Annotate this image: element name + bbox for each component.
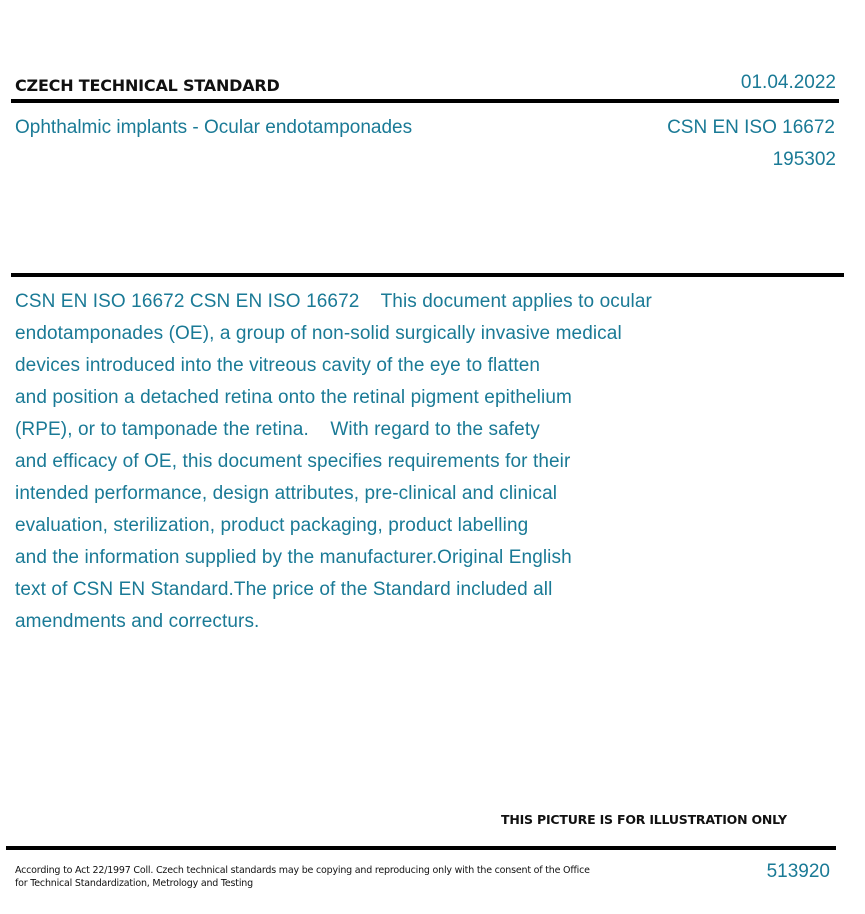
publication-date: 01.04.2022 (740, 72, 836, 93)
header-title: CZECH TECHNICAL STANDARD (15, 76, 280, 95)
footer-divider (6, 846, 836, 850)
abstract-line: CSN EN ISO 16672 CSN EN ISO 16672 This document applies to ocular (15, 291, 652, 312)
section-divider (11, 273, 844, 277)
abstract-line: amendments and correcturs. (15, 611, 260, 632)
document-title: Ophthalmic implants - Ocular endotamponades (15, 117, 413, 138)
catalog-number: 513920 (766, 861, 830, 882)
abstract-line: and position a detached retina onto the retinal pigment epithelium (15, 387, 572, 408)
abstract-line: devices introduced into the vitreous cavity of the eye to flatten (15, 355, 541, 376)
abstract-line: intended performance, design attributes, pre-clinical and clinical (15, 483, 558, 504)
abstract-line: endotamponades (OE), a group of non-solid surgically invasive medical (15, 323, 622, 344)
classification-number: 195302 (772, 149, 836, 170)
header-divider (11, 99, 839, 103)
abstract-line: (RPE), or to tamponade the retina. With regard to the safety (15, 419, 540, 440)
abstract-line: text of CSN EN Standard.The price of the Standard included all (15, 579, 553, 600)
abstract-line: and efficacy of OE, this document specifies requirements for their (15, 451, 571, 472)
standard-code: CSN EN ISO 16672 (667, 117, 835, 138)
abstract-line: evaluation, sterilization, product packaging, product labelling (15, 515, 529, 536)
abstract-line: and the information supplied by the manufacturer.Original English (15, 547, 572, 568)
legal-notice (15, 864, 590, 890)
abstract-text (15, 286, 745, 638)
illustration-disclaimer: THIS PICTURE IS FOR ILLUSTRATION ONLY (501, 812, 787, 827)
legal-notice-line: for Technical Standardization, Metrology and Testing (15, 878, 253, 889)
legal-notice-line: According to Act 22/1997 Coll. Czech technical standards may be copying and reproducing only with the consent of the Office (15, 865, 590, 876)
